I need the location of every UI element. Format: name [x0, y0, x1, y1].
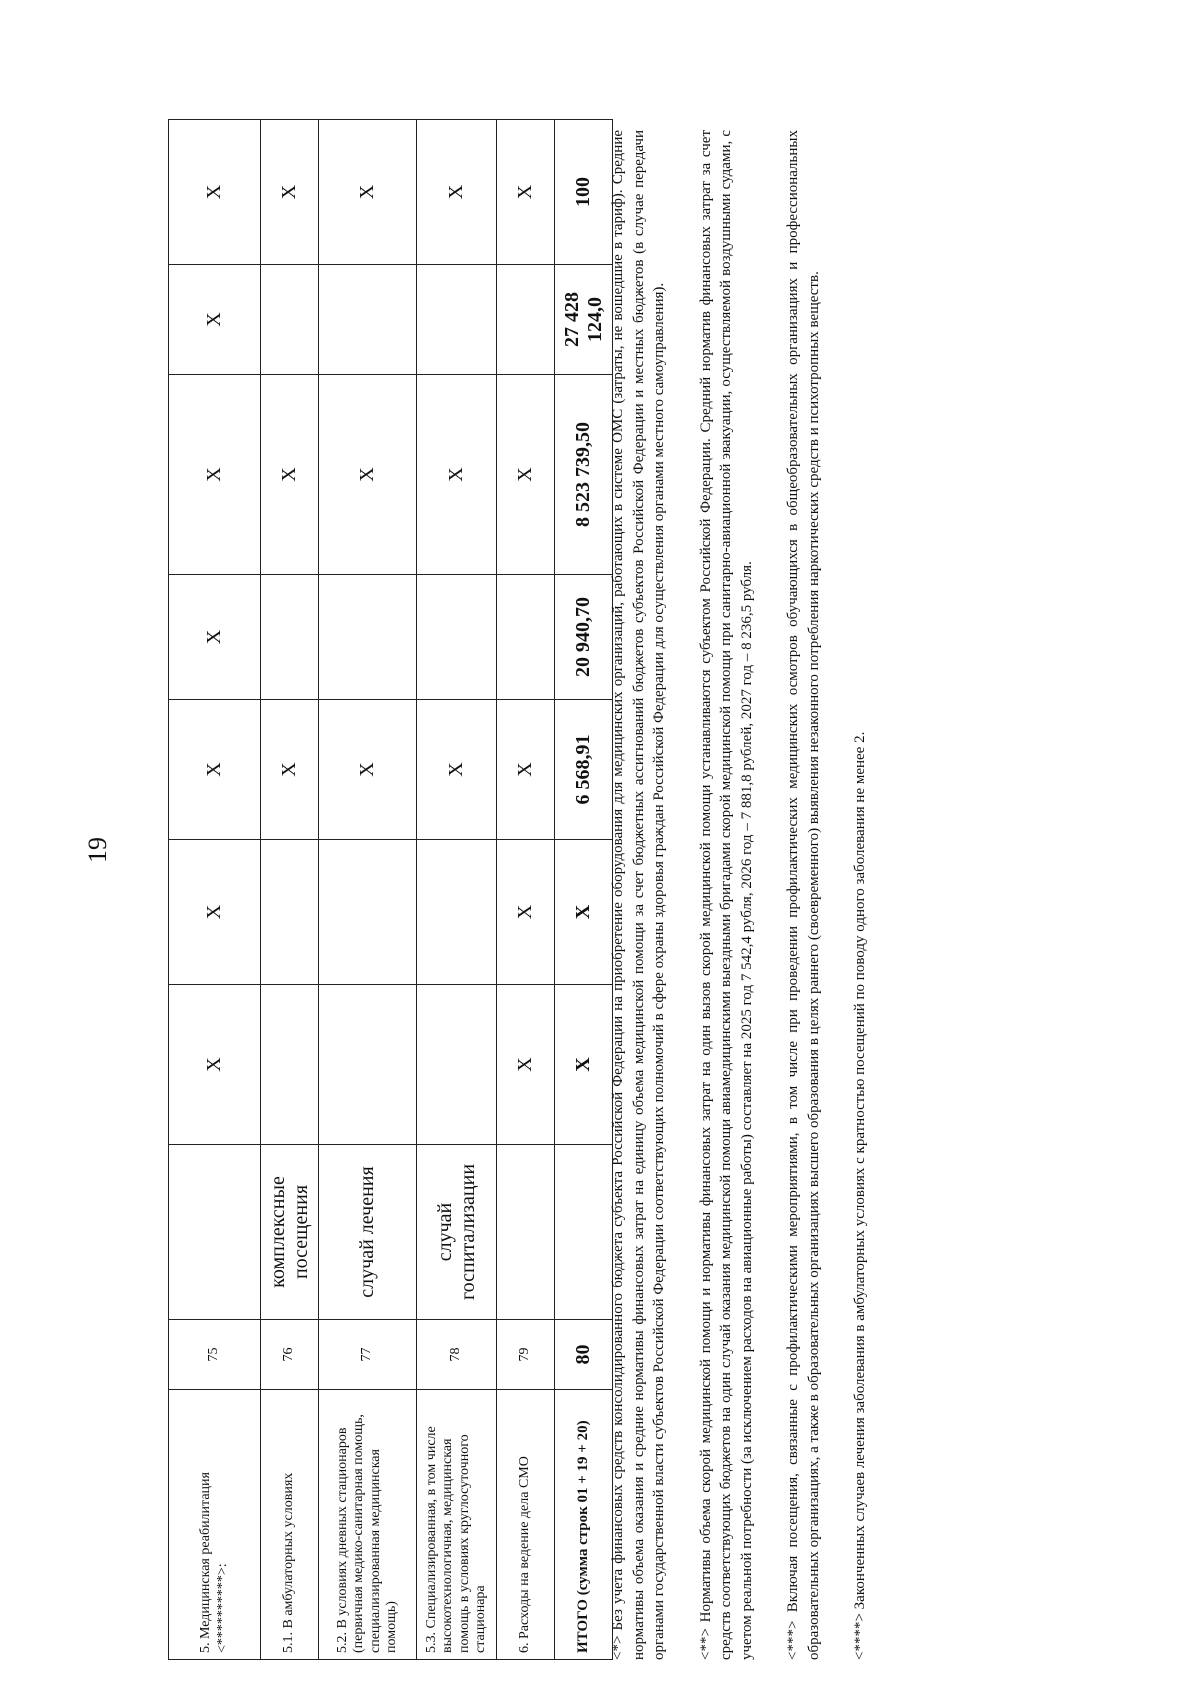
cell-value — [417, 575, 497, 700]
cell-value: X — [169, 575, 261, 700]
row-code: 77 — [319, 1320, 417, 1390]
table-row — [497, 120, 555, 1660]
row-code: 76 — [261, 1320, 319, 1390]
row-unit: случай госпитализации — [417, 1145, 497, 1320]
footnote: <***> Включая посещения, связанные с профилактическими мероприятиями, в том числе при проведении профилактических медицинских осмотров обучающихся в общеобразовательных организациях и профессиональных образовательных организациях, а также в образовательных организациях высшего образования в целях раннего (своевременного) выявления незаконного потребления наркотических средств и психотропных веществ. — [785, 130, 822, 1660]
cell-value — [417, 985, 497, 1145]
table-row — [319, 120, 417, 1660]
total-value: X — [555, 985, 613, 1145]
cell-value: X — [261, 375, 319, 575]
cell-value — [261, 985, 319, 1145]
cell-value — [261, 840, 319, 985]
cell-value — [417, 265, 497, 375]
cell-value: X — [319, 700, 417, 840]
total-name: ИТОГО (сумма строк 01 + 19 + 20) — [555, 1390, 613, 1660]
row-code: 75 — [169, 1320, 261, 1390]
cell-value: X — [417, 700, 497, 840]
cell-value — [497, 265, 555, 375]
cell-value — [319, 985, 417, 1145]
cell-value — [417, 840, 497, 985]
total-value: 27 428 124,0 — [555, 265, 613, 375]
total-value: 20 940,70 — [555, 575, 613, 700]
cell-value: X — [319, 120, 417, 265]
table-row — [261, 120, 319, 1660]
cell-value: X — [169, 375, 261, 575]
footnote: <*> Без учета финансовых средств консолидированного бюджета субъекта Российской Федерации на приобретение оборудования для медицинских организаций, работающих в системе ОМС (затраты, не вошедшие в тариф). Средние нормативы объема оказания и средние нормативы финансовых затрат на единицу объема медицинской помощи за счет бюджетных ассигнований бюджетов субъектов Российской Федерации и местных бюджетов (в случае передачи органами государственной власти субъектов Российской Федерации соответствующих полномочий в сфере охраны здоровья граждан Российской Федерации для осуществления органами местного самоуправления). — [610, 130, 668, 1660]
table-row — [417, 120, 497, 1660]
footnote: <**> Нормативы объема скорой медицинской помощи и нормативы финансовых затрат на один вызов скорой медицинской помощи устанавливаются субъектом Российской Федерации. Средний норматив финансовых затрат за счет средств соответствующих бюджетов на один случай оказания медицинской помощи авиамедицинскими выездными бригадами скорой медицинской помощи при санитарно-авиационной эвакуации, осуществляемой воздушными судами, с учетом реальной потребности (за исключением расходов на авиационные работы) составляет на 2025 год 7 542,4 рубля, 2026 год – 7 881,8 рублей, 2027 год – 8 236,5 рубля. — [697, 130, 755, 1660]
cell-value: X — [319, 375, 417, 575]
footnotes — [608, 130, 897, 1660]
total-code: 80 — [555, 1320, 613, 1390]
total-value: X — [555, 840, 613, 985]
row-name: 5. Медицинская реабилитация <**********>: — [169, 1390, 261, 1660]
row-unit: комплексные посещения — [261, 1145, 319, 1320]
row-code: 78 — [417, 1320, 497, 1390]
table-row — [169, 120, 261, 1660]
total-value: 6 568,91 — [555, 700, 613, 840]
row-unit — [169, 1145, 261, 1320]
cell-value — [319, 840, 417, 985]
cell-value: X — [497, 700, 555, 840]
cell-value: X — [261, 700, 319, 840]
cell-value: X — [169, 700, 261, 840]
total-unit — [555, 1145, 613, 1320]
row-name: 6. Расходы на ведение дела СМО — [497, 1390, 555, 1660]
row-name: 5.3. Специализированная, в том числе высокотехнологичная, медицинская помощь в условиях круглосуточного стационара — [417, 1390, 497, 1660]
row-code: 79 — [497, 1320, 555, 1390]
footnote: <****> Законченных случаев лечения заболевания в амбулаторных условиях с кратностью посещений по поводу одного заболевания не менее 2. — [852, 731, 869, 1660]
cell-value: X — [261, 120, 319, 265]
cell-value — [319, 265, 417, 375]
cell-value — [261, 575, 319, 700]
cell-value: X — [497, 120, 555, 265]
cell-value: X — [169, 840, 261, 985]
total-value: 100 — [555, 120, 613, 265]
cell-value: X — [497, 985, 555, 1145]
row-name: 5.2. В условиях дневных стационаров (первичная медико-санитарная помощь, специализированная медицинская помощь) — [319, 1390, 417, 1660]
cell-value: X — [169, 265, 261, 375]
cell-value: X — [417, 375, 497, 575]
cost-table — [168, 119, 613, 1660]
row-name: 5.1. В амбулаторных условиях — [261, 1390, 319, 1660]
total-row — [555, 120, 613, 1660]
cell-value — [497, 575, 555, 700]
cell-value: X — [497, 375, 555, 575]
cell-value: X — [497, 840, 555, 985]
cell-value — [261, 265, 319, 375]
row-unit — [497, 1145, 555, 1320]
page-number: 19 — [83, 837, 112, 863]
cell-value: X — [417, 120, 497, 265]
cell-value — [319, 575, 417, 700]
total-value: 8 523 739,50 — [555, 375, 613, 575]
row-unit: случай лечения — [319, 1145, 417, 1320]
rotated-page-content — [168, 100, 968, 1660]
cell-value: X — [169, 985, 261, 1145]
cell-value: X — [169, 120, 261, 265]
